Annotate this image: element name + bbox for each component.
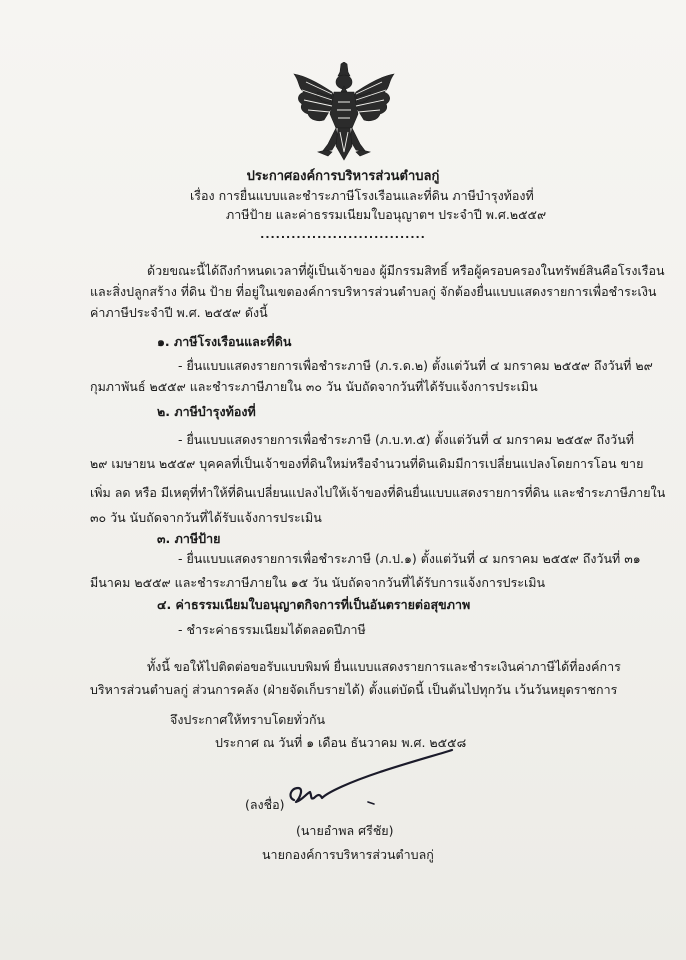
intro-line-1: ด้วยขณะนี้ได้ถึงกำหนดเวลาที่ผู้เป็นเจ้าของ ผู้มีกรรมสิทธิ์ หรือผู้ครอบครองในทรัพย์สินคือโรงเรือน [147,263,665,278]
intro-line-3: ค่าภาษีประจำปี พ.ศ. ๒๕๕๙ ดังนี้ [90,305,268,320]
announce-line: จึงประกาศให้ทราบโดยทั่วกัน [170,712,326,727]
signer-position: นายกองค์การบริหารส่วนตำบลกู่ [262,847,434,862]
title-separator: ................................ [260,228,426,241]
section-3-line-1: - ยื่นแบบแสดงรายการเพื่อชำระภาษี (ภ.ป.๑) ตั้งแต่วันที่ ๔ มกราคม ๒๕๕๙ ถึงวันที่ ๓๑ [178,551,641,566]
announcement-title: ประกาศองค์การบริหารส่วนตำบลกู่ [246,169,440,184]
intro-line-2: และสิ่งปลูกสร้าง ที่ดิน ป้าย ที่อยู่ในเขตองค์การบริหารส่วนตำบลกู่ จักต้องยื่นแบบแสดงรายการเพื่อชำระเงิน [90,284,657,299]
section-4-heading: ๔. ค่าธรรมเนียมใบอนุญาตกิจการที่เป็นอันตรายต่อสุขภาพ [157,597,471,612]
closing-line-2: บริหารส่วนตำบลกู่ ส่วนการคลัง (ฝ่ายจัดเก็บรายได้) ตั้งแต่บัดนี้ เป็นต้นไปทุกวัน เว้นวันหยุดราชการ [90,682,618,697]
section-2-heading: ๒. ภาษีบำรุงท้องที่ [157,404,256,419]
section-2-line-2: ๒๙ เมษายน ๒๕๕๙ บุคคลที่เป็นเจ้าของที่ดินใหม่หรือจำนวนที่ดินเดิมมีการเปลี่ยนแปลงโดยการโอน ขาย [90,456,644,471]
garuda-emblem-icon [292,62,396,164]
section-1-line-1: - ยื่นแบบแสดงรายการเพื่อชำระภาษี (ภ.ร.ด.๒) ตั้งแต่วันที่ ๔ มกราคม ๒๕๕๙ ถึงวันที่ ๒๙ [178,358,653,373]
handwritten-signature-icon [280,748,460,818]
section-1-heading: ๑. ภาษีโรงเรือนและที่ดิน [157,334,292,349]
section-2-line-3: เพิ่ม ลด หรือ มีเหตุที่ทำให้ที่ดินเปลี่ยนแปลงไปให้เจ้าของที่ดินยื่นแบบแสดงรายการที่ดิน และชำระภาษีภายใน [90,485,666,500]
section-3-heading: ๓. ภาษีป้าย [157,531,221,546]
subject-line-1: เรื่อง การยื่นแบบและชำระภาษีโรงเรือนและที่ดิน ภาษีบำรุงท้องที่ [190,188,534,203]
section-2-line-1: - ยื่นแบบแสดงรายการเพื่อชำระภาษี (ภ.บ.ท.๕) ตั้งแต่วันที่ ๔ มกราคม ๒๕๕๙ ถึงวันที่ [178,432,634,447]
section-1-line-2: กุมภาพันธ์ ๒๕๕๙ และชำระภาษีภายใน ๓๐ วัน นับถัดจากวันที่ได้รับแจ้งการประเมิน [90,379,538,394]
section-3-line-2: มีนาคม ๒๕๕๙ และชำระภาษีภายใน ๑๕ วัน นับถัดจากวันที่ได้รับการแจ้งการประเมิน [90,575,546,590]
closing-line-1: ทั้งนี้ ขอให้ไปติดต่อขอรับแบบพิมพ์ ยื่นแบบแสดงรายการและชำระเงินค่าภาษีได้ที่องค์การ [147,659,621,674]
signature-label: (ลงชื่อ) [245,797,285,812]
signer-name: (นายอำพล ศรีชัย) [296,823,394,838]
subject-line-2: ภาษีป้าย และค่าธรรมเนียมใบอนุญาตฯ ประจำปี พ.ศ.๒๕๕๙ [226,207,547,222]
section-2-line-4: ๓๐ วัน นับถัดจากวันที่ได้รับแจ้งการประเมิน [90,510,322,525]
announcement-date: ประกาศ ณ วันที่ ๑ เดือน ธันวาคม พ.ศ. ๒๕๕๘ [215,735,467,750]
section-4-line-1: - ชำระค่าธรรมเนียมได้ตลอดปีภาษี [178,622,366,637]
